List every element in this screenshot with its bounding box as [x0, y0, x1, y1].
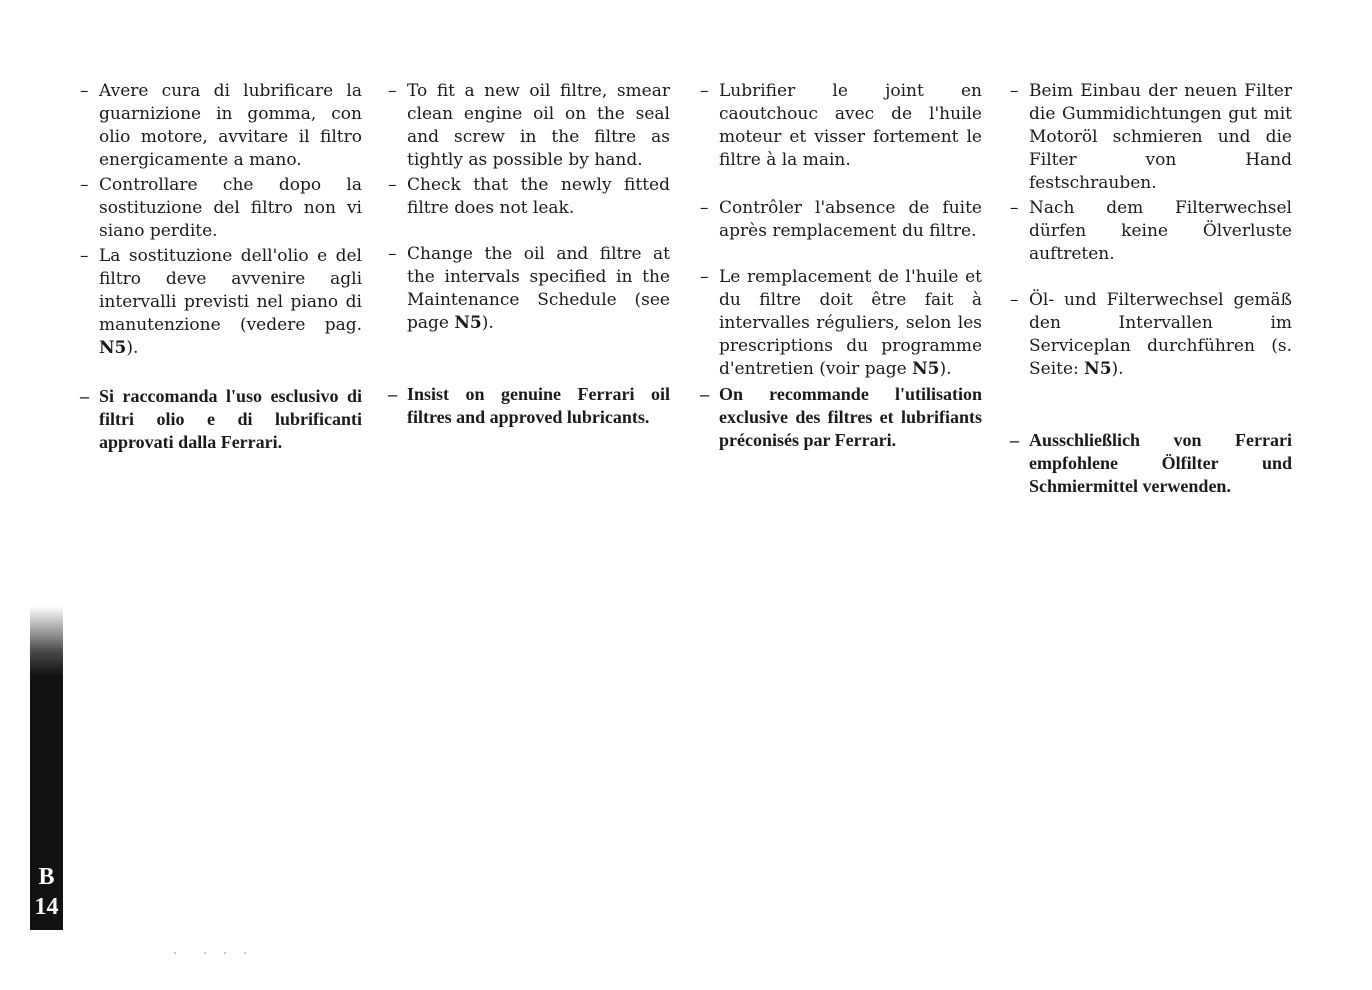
item-text: Change the oil and filtre at the intervals specified in the Maintenance Schedule (see page: [407, 244, 670, 333]
dash-marker: –: [1010, 290, 1019, 310]
page-number: 14: [34, 894, 59, 920]
list-item: [1010, 197, 1292, 266]
page-reference: N5: [99, 338, 127, 358]
tab-fade: [30, 606, 63, 676]
item-text: Check that the newly fitted filtre does not leak.: [407, 175, 670, 218]
list-item-bold: [80, 385, 362, 454]
item-text: Contrôler l'absence de fuite après remplacement du filtre.: [719, 198, 982, 241]
dash-marker: –: [700, 81, 709, 101]
dash-marker: –: [1010, 81, 1019, 101]
item-text: To fit a new oil filtre, smear clean engine oil on the seal and screw in the filtre as tightly as possible by hand.: [407, 81, 670, 170]
column-italian: [80, 80, 362, 456]
list-item: [388, 80, 670, 172]
section-tab: [30, 606, 63, 930]
list-item: [700, 80, 982, 172]
section-letter: B: [38, 864, 55, 890]
column-german: [1010, 80, 1292, 500]
item-text: On recommande l'utilisation exclusive des filtres et lubrifiants préconisés par Ferrari.: [719, 384, 982, 450]
page-reference: N5: [912, 359, 940, 379]
item-text: Ausschließlich von Ferrari empfohlene Ölfilter und Schmiermittel verwenden.: [1029, 430, 1292, 496]
list-item-bold: [1010, 429, 1292, 498]
dash-marker: –: [388, 175, 397, 195]
list-item: [388, 243, 670, 335]
item-text: Beim Einbau der neuen Filter die Gummidichtungen gut mit Motoröl schmieren und die Filter von Hand festschrauben.: [1029, 81, 1292, 193]
column-english: [388, 80, 670, 431]
list-item: [1010, 289, 1292, 381]
page-reference: N5: [454, 313, 482, 333]
item-text: La sostituzione dell'olio e del filtro deve avvenire agli intervalli previsti nel piano di manutenzione (vedere pag.: [99, 246, 362, 335]
dash-marker: –: [388, 384, 397, 404]
list-item: [700, 197, 982, 243]
item-text: Nach dem Filterwechsel dürfen keine Ölverluste auftreten.: [1029, 198, 1292, 264]
scan-specks: [170, 952, 260, 956]
dash-marker: –: [80, 246, 89, 266]
item-text: Avere cura di lubrificare la guarnizione in gomma, con olio motore, avvitare il filtro energicamente a mano.: [99, 81, 362, 170]
list-item: [80, 80, 362, 172]
item-text-end: ).: [1111, 359, 1124, 379]
dash-marker: –: [700, 267, 709, 287]
page-reference: N5: [1084, 359, 1112, 379]
item-text: Öl- und Filterwechsel gemäß den Intervallen im Serviceplan durchführen (s. Seite:: [1029, 290, 1292, 379]
item-text: Lubrifier le joint en caoutchouc avec de l'huile moteur et visser fortement le filtre à la main.: [719, 81, 982, 170]
item-text: Insist on genuine Ferrari oil filtres and approved lubricants.: [407, 384, 670, 427]
item-text: Controllare che dopo la sostituzione del filtro non vi siano perdite.: [99, 175, 362, 241]
list-item: [80, 174, 362, 243]
item-text-end: ).: [126, 338, 139, 358]
dash-marker: –: [388, 244, 397, 264]
dash-marker: –: [700, 384, 709, 404]
item-text: Le remplacement de l'huile et du filtre doit être fait à intervalles réguliers, selon les prescriptions du programme d'entretien (voir page: [719, 267, 982, 379]
dash-marker: –: [80, 81, 89, 101]
list-item: [1010, 80, 1292, 195]
dash-marker: –: [1010, 198, 1019, 218]
list-item: [388, 174, 670, 220]
dash-marker: –: [80, 386, 89, 406]
item-text: Si raccomanda l'uso esclusivo di filtri olio e di lubrificanti approvati dalla Ferrari.: [99, 386, 362, 452]
list-item-bold: [700, 383, 982, 452]
dash-marker: –: [388, 81, 397, 101]
list-item: [80, 245, 362, 360]
item-text-end: ).: [481, 313, 494, 333]
item-text-end: ).: [939, 359, 952, 379]
dash-marker: –: [80, 175, 89, 195]
dash-marker: –: [700, 198, 709, 218]
dash-marker: –: [1010, 430, 1019, 450]
list-item-bold: [388, 383, 670, 429]
list-item: [700, 266, 982, 381]
column-french: [700, 80, 982, 454]
